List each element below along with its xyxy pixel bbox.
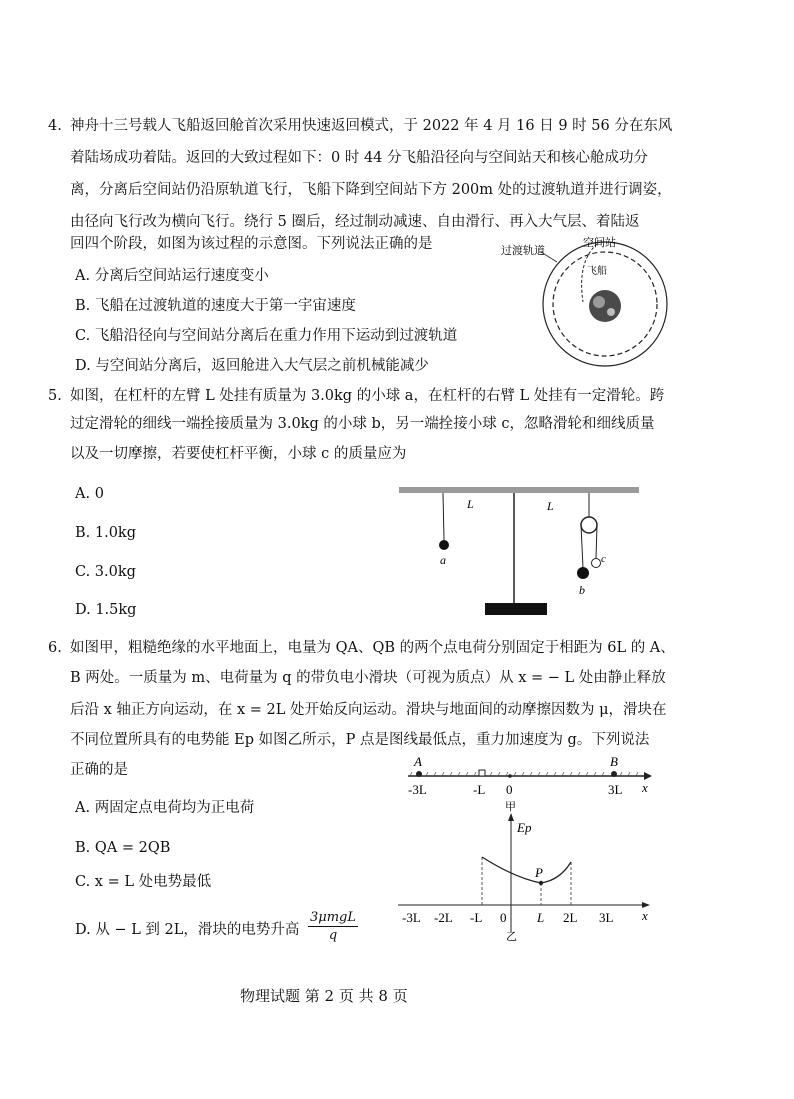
caption-jia: 甲 [505, 801, 516, 812]
option-d-fraction [308, 909, 358, 944]
q5-option-b: B. 1.0kg [75, 525, 137, 541]
q5-option-a: A. 0 [75, 486, 104, 502]
tick-neg3L: -3L [408, 782, 427, 797]
label-spacecraft: 飞船 [587, 266, 607, 277]
q4-option-a: A. 分离后空间站运行速度变小 [75, 268, 269, 284]
q5-option-d: D. 1.5kg [75, 602, 137, 618]
q4-stem-line: 回四个阶段，如图为该过程的示意图。下列说法正确的是 [70, 236, 433, 252]
y-axis-label: Ep [517, 820, 532, 835]
label-A: A [414, 754, 422, 769]
pulley [581, 517, 597, 533]
q4-number: 4. [48, 118, 62, 134]
q4-stem-line: 着陆场成功着陆。返回的大致过程如下：0 时 44 分飞船沿径向与空间站天和核心舱成功分 [70, 150, 648, 166]
orbit-figure [495, 232, 685, 372]
x-label: x [642, 908, 648, 923]
q6-option-d: D. 从 − L 到 2L，滑块的电势升高 [75, 922, 300, 938]
tick-neg2L: -2L [434, 910, 453, 925]
q5-stem-line: 如图，在杠杆的左臂 L 处挂有质量为 3.0kg 的小球 a，在杠杆的右臂 L 处挂有一定滑轮。跨 [70, 388, 665, 404]
q6-number: 6. [48, 640, 62, 656]
charge-A [416, 771, 422, 777]
tick-0: 0 [506, 782, 513, 797]
lever-beam [399, 487, 639, 493]
lever-base [485, 603, 547, 615]
q6-stem-line: 后沿 x 轴正方向运动，在 x = 2L 处开始反向运动。滑块与地面间的动摩擦因数为 μ，滑块在 [70, 702, 667, 718]
q6-option-a: A. 两固定点电荷均为正电荷 [75, 800, 255, 816]
tick-2L: 2L [563, 910, 578, 925]
earth-icon [589, 290, 621, 322]
label-P: P [535, 865, 543, 880]
slider-block [479, 770, 485, 776]
q5-number: 5. [48, 388, 62, 404]
label-c: c [601, 553, 606, 565]
figure-yi-potential-energy [390, 810, 665, 945]
point-P [539, 881, 543, 885]
ep-curve [482, 857, 571, 883]
label-a: a [440, 553, 446, 567]
ball-b [577, 567, 589, 579]
label-L-left: L [467, 497, 474, 511]
label-L-right: L [547, 499, 554, 513]
q6-stem-line: B 两处。一质量为 m、电荷量为 q 的带负电小滑块（可视为质点）从 x = − L 处由静止释放 [70, 670, 666, 686]
charge-B [611, 771, 617, 777]
label-B: B [610, 754, 618, 769]
x-label: x [642, 780, 648, 795]
q5-stem-line: 以及一切摩擦，若要使杠杆平衡，小球 c 的质量应为 [70, 446, 407, 462]
tick-0: 0 [500, 910, 507, 925]
q6-stem-line: 不同位置所具有的电势能 Ep 如图乙所示，P 点是图线最低点，重力加速度为 g。下列说法 [70, 732, 650, 748]
q5-stem-line: 过定滑轮的细线一端拴接质量为 3.0kg 的小球 b，另一端拴接小球 c，忽略滑轮和细线质量 [70, 416, 655, 432]
lever-figure [395, 482, 645, 622]
q4-stem-line: 离，分离后空间站仍沿原轨道飞行，飞船下降到空间站下方 200m 处的过渡轨道并进行调姿， [70, 182, 672, 198]
ball-c [592, 559, 601, 568]
q6-stem-line: 正确的是 [70, 762, 128, 778]
q4-option-d: D. 与空间站分离后，返回舱进入大气层之前机械能减少 [75, 358, 429, 374]
q6-stem-line: 如图甲，粗糙绝缘的水平地面上，电量为 QA、QB 的两个点电荷分别固定于相距为 6L 的 A、 [70, 640, 675, 656]
tick-negL: -L [470, 910, 483, 925]
page-footer: 物理试题 第 2 页 共 8 页 [240, 987, 408, 1005]
q6-option-c: C. x = L 处电势最低 [75, 874, 212, 890]
q4-option-c: C. 飞船沿径向与空间站分离后在重力作用下运动到过渡轨道 [75, 328, 458, 344]
tick-L: L [537, 910, 545, 925]
q5-option-c: C. 3.0kg [75, 564, 136, 580]
tick-neg3L: -3L [402, 910, 421, 925]
tick-3L: 3L [599, 910, 614, 925]
label-space-station: 空间站 [583, 237, 616, 249]
q4-stem-line: 神舟十三号载人飞船返回舱首次采用快速返回模式，于 2022 年 4 月 16 日 9 时 56 分在东风 [70, 118, 673, 134]
fraction-numerator: 3μmgL [310, 910, 357, 925]
q4-stem-line: 由径向飞行改为横向飞行。绕行 5 圈后，经过制动减速、自由滑行、再入大气层、着陆返 [70, 214, 640, 230]
label-transfer-orbit: 过渡轨道 [501, 245, 545, 257]
fraction-denominator: q [328, 928, 338, 943]
label-b: b [579, 583, 585, 597]
q4-option-b: B. 飞船在过渡轨道的速度大于第一宇宙速度 [75, 298, 356, 314]
q6-option-b: B. QA = 2QB [75, 840, 171, 856]
figure-jia-axis [400, 752, 665, 812]
tick-negL: -L [473, 782, 486, 797]
caption-yi: 乙 [506, 931, 517, 943]
ball-a [439, 540, 449, 550]
tick-3L: 3L [608, 782, 623, 797]
